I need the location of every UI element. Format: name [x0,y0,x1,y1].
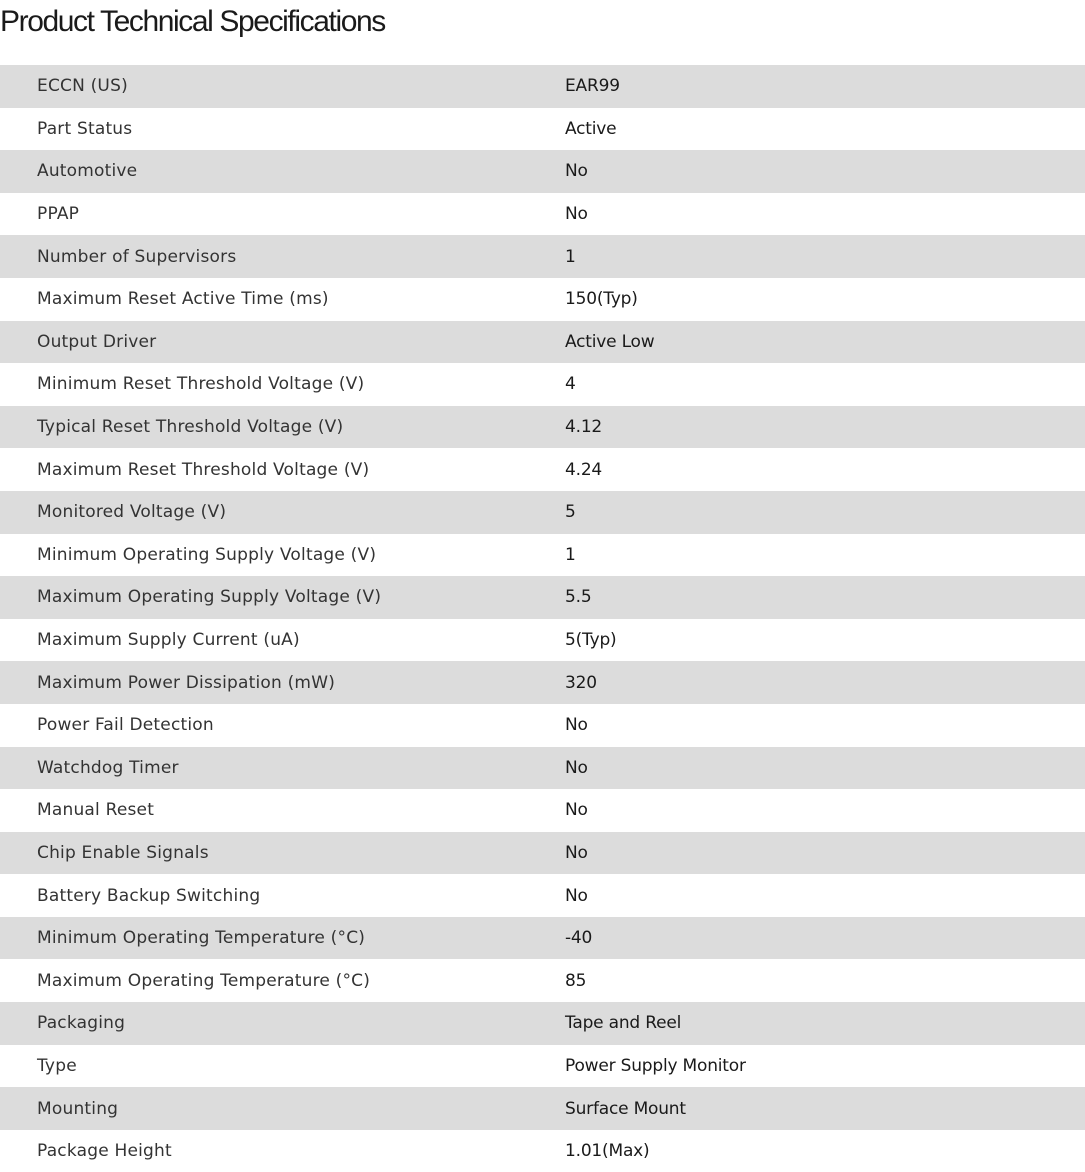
spec-label: Minimum Reset Threshold Voltage (V) [37,374,365,395]
spec-value: 4.12 [565,417,603,438]
spec-label: Maximum Supply Current (uA) [37,630,300,651]
spec-row [0,747,1085,790]
spec-value: 320 [565,672,597,693]
spec-value: Active Low [565,331,655,352]
spec-row [0,235,1085,278]
spec-value: 150(Typ) [565,289,638,310]
spec-row [0,619,1085,662]
spec-label: Number of Supervisors [37,246,237,267]
spec-label: PPAP [37,204,80,225]
spec-row [0,108,1085,151]
spec-value: 1 [565,246,576,267]
spec-value: No [565,800,588,821]
spec-row [0,65,1085,108]
spec-label: Output Driver [37,331,157,352]
spec-row [0,321,1085,364]
spec-value: -40 [565,928,593,949]
spec-row [0,789,1085,832]
spec-value: No [565,885,588,906]
spec-label: Watchdog Timer [37,757,179,778]
spec-label: Battery Backup Switching [37,885,261,906]
spec-row [0,491,1085,534]
spec-value: 5 [565,502,576,523]
spec-label: Mounting [37,1098,119,1119]
spec-value: EAR99 [565,76,620,97]
spec-label: Maximum Operating Supply Voltage (V) [37,587,382,608]
spec-value: 4.24 [565,459,603,480]
spec-label: Packaging [37,1013,126,1034]
spec-value: Power Supply Monitor [565,1055,746,1076]
spec-label: Maximum Operating Temperature (°C) [37,970,371,991]
spec-row [0,874,1085,917]
spec-value: No [565,715,588,736]
spec-row [0,150,1085,193]
spec-label: Type [37,1055,77,1076]
spec-label: ECCN (US) [37,76,128,97]
spec-value: 5(Typ) [565,630,617,651]
spec-label: Monitored Voltage (V) [37,502,227,523]
spec-row [0,193,1085,236]
spec-table [0,65,1085,1172]
spec-label: Maximum Reset Active Time (ms) [37,289,329,310]
spec-label: Typical Reset Threshold Voltage (V) [37,417,344,438]
spec-label: Maximum Reset Threshold Voltage (V) [37,459,370,480]
spec-row [0,661,1085,704]
spec-row [0,1087,1085,1130]
spec-value: No [565,757,588,778]
spec-row [0,917,1085,960]
spec-value: 85 [565,970,587,991]
spec-label: Minimum Operating Temperature (°C) [37,928,366,949]
spec-value: Tape and Reel [565,1013,682,1034]
spec-value: 1.01(Max) [565,1141,650,1162]
spec-label: Automotive [37,161,138,182]
spec-row [0,576,1085,619]
spec-value: No [565,842,588,863]
spec-value: Surface Mount [565,1098,686,1119]
spec-row [0,832,1085,875]
spec-label: Part Status [37,118,133,139]
spec-label: Chip Enable Signals [37,842,209,863]
spec-value: 1 [565,544,576,565]
spec-label: Package Height [37,1141,172,1162]
spec-value: No [565,204,588,225]
spec-label: Minimum Operating Supply Voltage (V) [37,544,377,565]
page-title: Product Technical Specifications [0,5,385,38]
spec-label: Maximum Power Dissipation (mW) [37,672,336,693]
spec-label: Manual Reset [37,800,155,821]
spec-value: No [565,161,588,182]
spec-row [0,448,1085,491]
spec-row [0,406,1085,449]
spec-row [0,1045,1085,1088]
spec-row [0,959,1085,1002]
spec-row [0,278,1085,321]
spec-label: Power Fail Detection [37,715,214,736]
spec-row [0,704,1085,747]
spec-value: 5.5 [565,587,592,608]
spec-value: 4 [565,374,576,395]
spec-value: Active [565,118,617,139]
spec-row [0,534,1085,577]
spec-row [0,1002,1085,1045]
spec-row [0,363,1085,406]
